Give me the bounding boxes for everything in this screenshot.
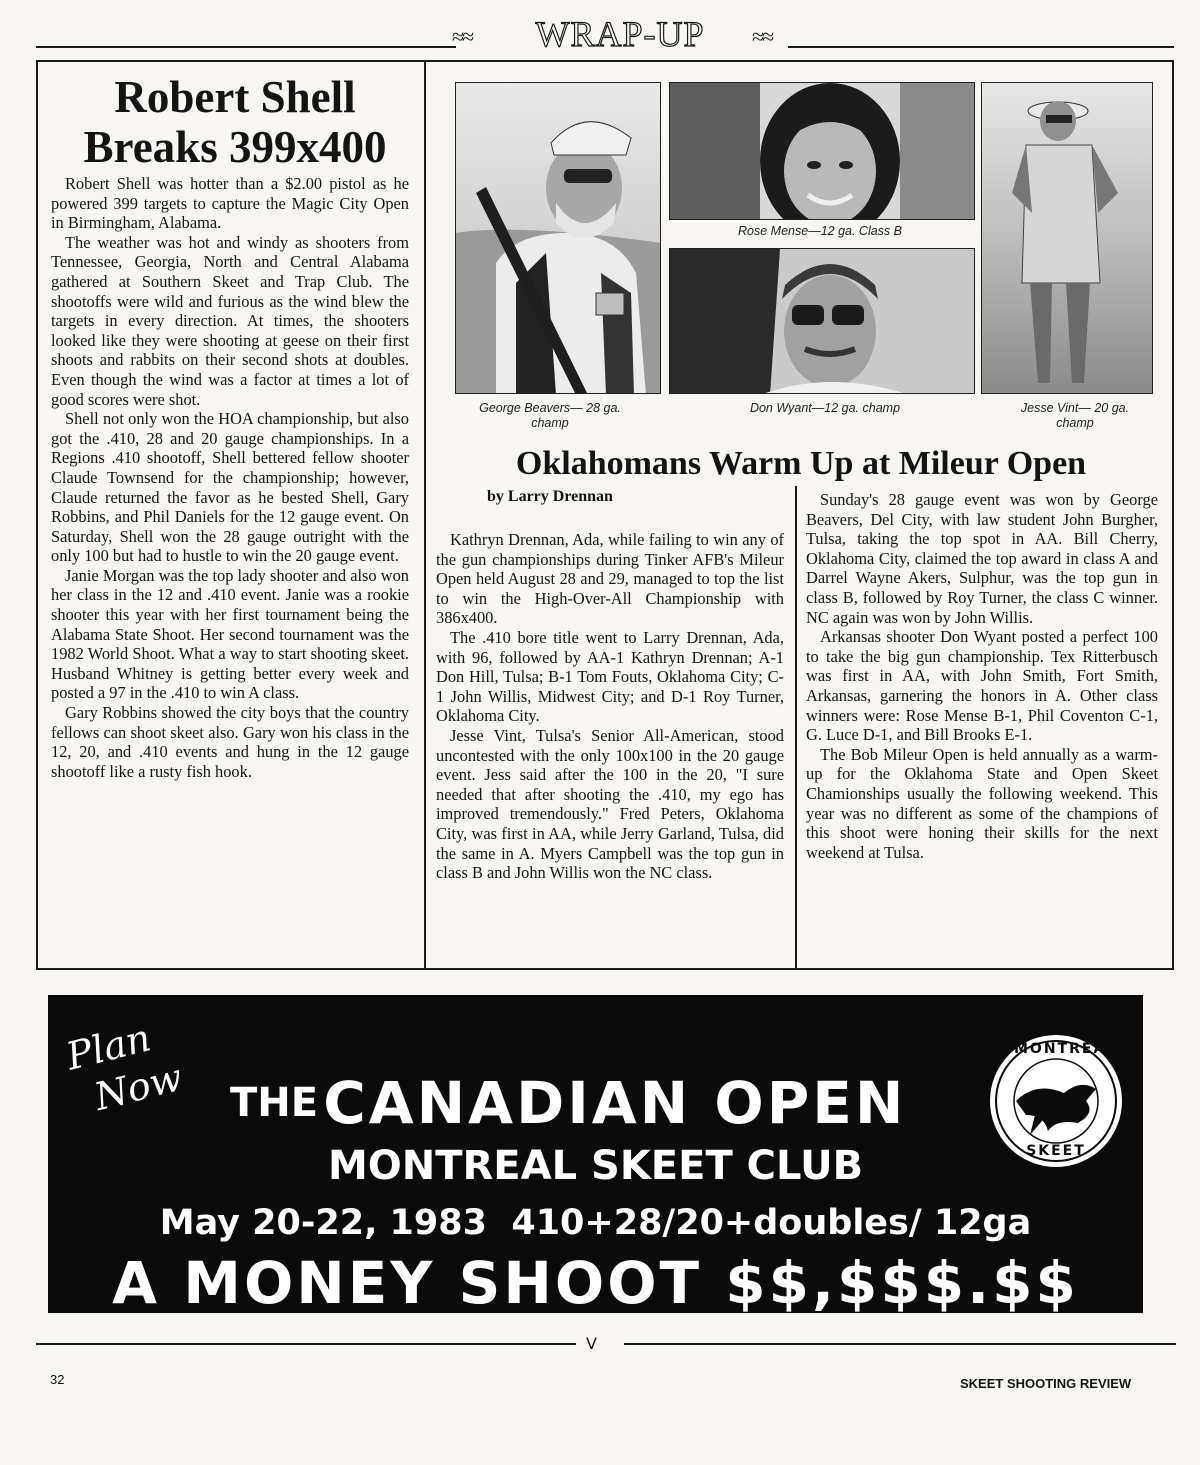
caption-george-beavers: George Beavers— 28 ga. champ (479, 401, 621, 430)
don-wyant-photo-image (670, 249, 975, 394)
caption-jesse-vint: Jesse Vint— 20 ga. champ (1020, 401, 1130, 430)
article2-paragraph: Arkansas shooter Don Wyant posted a perfect 100 to take the big gun championship. Tex Ritterbusch was first in AA, with John Smith, Fort Smith, Arkansas, garnering the honors in A. Other class winners were: Rose Mense B-1, Phil Coventon C-1, G. Luce D-1, and Bill Brooks E-1. (806, 627, 1158, 745)
article1-headline: Robert Shell Breaks 399x400 (83, 72, 387, 172)
ad-money-shoot: A MONEY SHOOT $$,$$$.$$ (112, 1249, 1079, 1317)
article2-paragraph: The .410 bore title went to Larry Drennan, Ada, with 96, followed by AA-1 Kathryn Drennan; A-1 Don Hill, Tulsa; B-1 Tom Fouts, Oklahoma City; C-1 John Willis, Midwest City; and D-1 Roy Turner, Oklahoma City. (436, 627, 784, 726)
article1-paragraph: The weather was hot and windy as shooters from Tennessee, Georgia, North and Central Alabama gathered at Southern Skeet and Trap Club. The shootoffs were wild and furious as the wind blew the targets in every direction. At times, the shooters looked like they were shooting at geese on their first shoots and rabbits on their second shots at doubles. Even though the wind was a factor at times a lot of good scores were shot. (51, 232, 409, 409)
article1-paragraph: Robert Shell was hotter than a $2.00 pistol as he powered 399 targets to capture the Magic City Open in Birmingham, Alabama. (51, 174, 409, 233)
ad-club: MONTREAL SKEET CLUB (327, 1143, 864, 1189)
ad-title (230, 1069, 906, 1137)
article2-paragraph: Kathryn Drennan, Ada, while failing to win any of the gun championships during Tinker AFB's Mileur Open held August 28 and 29, managed to top the list to win the High-Over-All Championship with 386x400. (436, 530, 784, 628)
ad-title-prefix: THE (230, 1080, 319, 1126)
article2-paragraph: The Bob Mileur Open is held annually as a warm-up for the Oklahoma State and Open Skeet Chamionships usually the following weekend. This year was no different as some of the champions of this shoot were honing their skills for the next weekend at Tulsa. (806, 744, 1158, 862)
article1-paragraph: Janie Morgan was the top lady shooter and also won her class in the 12 and .410 event. Janie was a rookie shooter this year with her first tournament being the Alabama State Shoot. Her second tournament was the 1982 World Shoot. What a way to start shooting skeet. Husband Whitney is getting better every week and posted a 97 in the .410 to win A class. (51, 565, 409, 703)
canadian-open-advertisement (48, 995, 1143, 1317)
logo-bottom-text: SKEET (1026, 1143, 1086, 1159)
header-rule-left (36, 46, 456, 48)
article2-byline: by Larry Drennan (487, 488, 613, 505)
logo-top-text: MONTREAL (1014, 1041, 1118, 1057)
article2-column-1 (436, 530, 784, 883)
ad-now-text: Now (89, 1054, 187, 1120)
page-number: 32 (50, 1372, 65, 1387)
header-rule-right (788, 46, 1174, 48)
section-title: WRAP-UP (535, 14, 705, 54)
montreal-skeet-logo (986, 1031, 1126, 1171)
caption-don-wyant: Don Wyant—12 ga. champ (749, 401, 901, 415)
publication-name: SKEET SHOOTING REVIEW (960, 1376, 1132, 1391)
article1-paragraph: Shell not only won the HOA championship, but also got the .410, 28 and 20 gauge championships. In a Regions .410 shootoff, Shell bettered fellow shooter Claude Townsend for the championship; however, Claude returned the favor as he bested Shell, Gary Robbins, and Phil Daniels for the 12 gauge event. On Saturday, Shell won the 28 gauge outright with the only 100 but had to hustle to win the 20 gauge event. (51, 409, 409, 566)
footer-ornament-icon: ᐯ (586, 1336, 597, 1353)
column-rule-2 (795, 486, 797, 968)
rose-mense-photo-image (670, 83, 975, 220)
jesse-vint-photo-image (982, 83, 1153, 394)
footer-rule-right (624, 1343, 1176, 1345)
photo-george-beavers (455, 82, 661, 394)
footer-rule-left (36, 1343, 576, 1345)
flourish-left-icon: ≈≈ (452, 24, 473, 49)
article2-paragraph: Jesse Vint, Tulsa's Senior All-American, stood uncontested with the only 100x100 in the 20 gauge event. Jess said after the 100 in the 20, "I sure needed that after shooting the .410, my ego has improved tremendously." Fred Peters, Oklahoma City, was first in AA, while Jerry Garland, Tulsa, did the same in A. Myers Campbell was the top gun in class B and John Willis won the NC class. (436, 725, 784, 883)
photo-jesse-vint (981, 82, 1153, 394)
article1-paragraph: Gary Robbins showed the city boys that the country fellows can shoot skeet also. Gary won his class in the 12, 20, and .410 events and hung in the 12 gauge shootoff like a rusty fish hook. (51, 703, 409, 781)
photo-rose-mense (669, 82, 975, 220)
article1-body (51, 174, 409, 781)
article2-headline: Oklahomans Warm Up at Mileur Open (515, 445, 1087, 482)
caption-rose-mense: Rose Mense—12 ga. Class B (738, 224, 902, 238)
flourish-right-icon: ≈≈ (752, 24, 773, 49)
article2-paragraph: Sunday's 28 gauge event was won by George Beavers, Del City, with law student John Burgher, Tulsa, taking the top spot in AA. Bill Cherry, Oklahoma City, claimed the top award in class A and Darrel Wayne Akers, Sulphur, was the top gun in class B, followed by Roy Turner, the class C winner. NC again was won by John Willis. (806, 490, 1158, 627)
ad-title-main: CANADIAN OPEN (323, 1069, 907, 1137)
ad-plan-text: Plan (61, 1015, 155, 1079)
article2-column-2 (806, 490, 1158, 862)
photo-don-wyant (669, 248, 975, 394)
column-rule-1 (424, 62, 426, 968)
ad-dates: May 20-22, 1983 410+28/20+doubles/ 12ga (159, 1203, 1032, 1243)
george-beavers-photo-image (456, 83, 661, 394)
